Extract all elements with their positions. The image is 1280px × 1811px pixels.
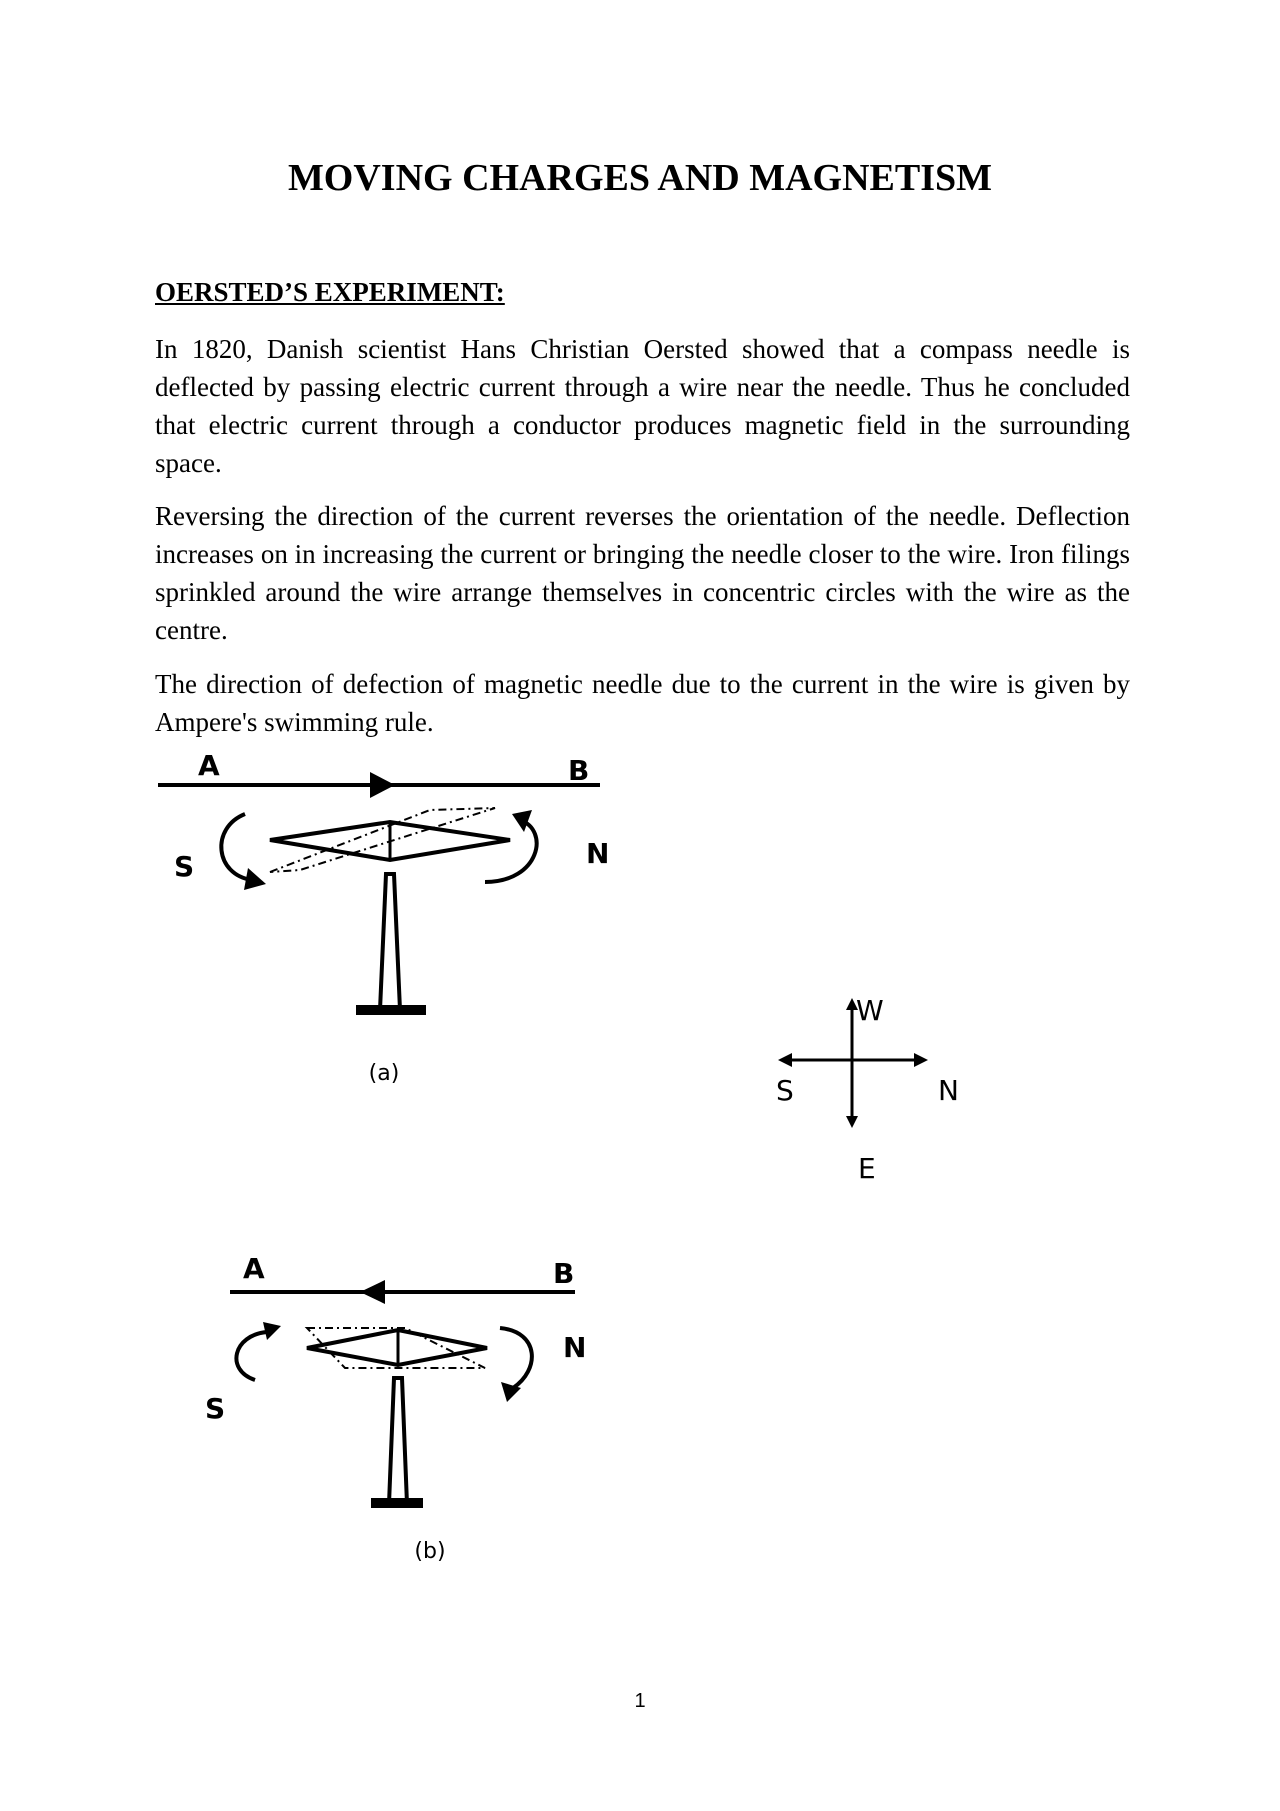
- figure-b-original-needle: [307, 1328, 485, 1368]
- figure-b-base: [371, 1498, 423, 1508]
- compass-down-arrowhead: [846, 1116, 858, 1128]
- figure-b-caption: (b): [414, 1539, 446, 1564]
- figure-b-stand: [389, 1378, 407, 1504]
- figure-a-right-rotation-arrow: [485, 820, 537, 882]
- figure-a: [140, 740, 640, 1100]
- figure-b-left-rotation-arrow: [236, 1332, 267, 1380]
- figure-a-left-arrowhead: [244, 868, 266, 890]
- figure-a-caption: (a): [368, 1061, 400, 1086]
- figure-b-current-arrow: [360, 1280, 385, 1304]
- compass-directions: [760, 990, 1000, 1190]
- figure-a-right-arrowhead: [512, 810, 532, 832]
- figure-b-label-n: N: [563, 1331, 587, 1364]
- figure-b-label-b: B: [553, 1257, 575, 1290]
- figure-a-label-s: S: [174, 850, 195, 883]
- figure-b-left-arrowhead: [263, 1322, 281, 1340]
- figure-a-label-b: B: [568, 754, 590, 787]
- compass-label-n: N: [938, 1074, 959, 1107]
- page-number: 1: [634, 1690, 646, 1712]
- compass-left-arrowhead: [778, 1053, 792, 1067]
- paragraph-1: In 1820, Danish scientist Hans Christian Oersted showed that a compass needle is deflected by passing electric current through a wire near the needle. Thus he concluded that electric current through a conductor produces magnetic field in the surrounding space.: [155, 334, 1130, 478]
- section-heading: OERSTED’S EXPERIMENT:: [155, 277, 505, 307]
- paragraph-2: Reversing the direction of the current reverses the orientation of the needle. Deflection increases on in increasing the current or bringing the needle closer to the wire. Iron filings sprinkled around the wire arrange themselves in concentric circles with the wire as the centre.: [155, 501, 1130, 645]
- compass-label-w: W: [856, 994, 884, 1027]
- figure-a-current-arrow: [370, 772, 395, 798]
- figure-b: [195, 1240, 615, 1570]
- figure-a-label-a: A: [198, 749, 220, 782]
- paragraph-3: The direction of defection of magnetic needle due to the current in the wire is given by Ampere's swimming rule.: [155, 669, 1130, 737]
- compass-right-arrowhead: [914, 1053, 928, 1067]
- compass-label-s: S: [776, 1074, 794, 1107]
- figure-a-stand: [380, 874, 400, 1010]
- figure-b-right-rotation-arrow: [500, 1328, 532, 1388]
- page-title: MOVING CHARGES AND MAGNETISM: [287, 157, 993, 199]
- figure-a-base: [356, 1005, 426, 1015]
- figure-a-original-needle: [270, 808, 495, 872]
- figure-b-label-a: A: [243, 1252, 265, 1285]
- compass-label-e: E: [858, 1152, 876, 1185]
- figure-b-label-s: S: [205, 1392, 226, 1425]
- figure-a-left-rotation-arrow: [221, 814, 252, 880]
- figure-a-label-n: N: [586, 837, 610, 870]
